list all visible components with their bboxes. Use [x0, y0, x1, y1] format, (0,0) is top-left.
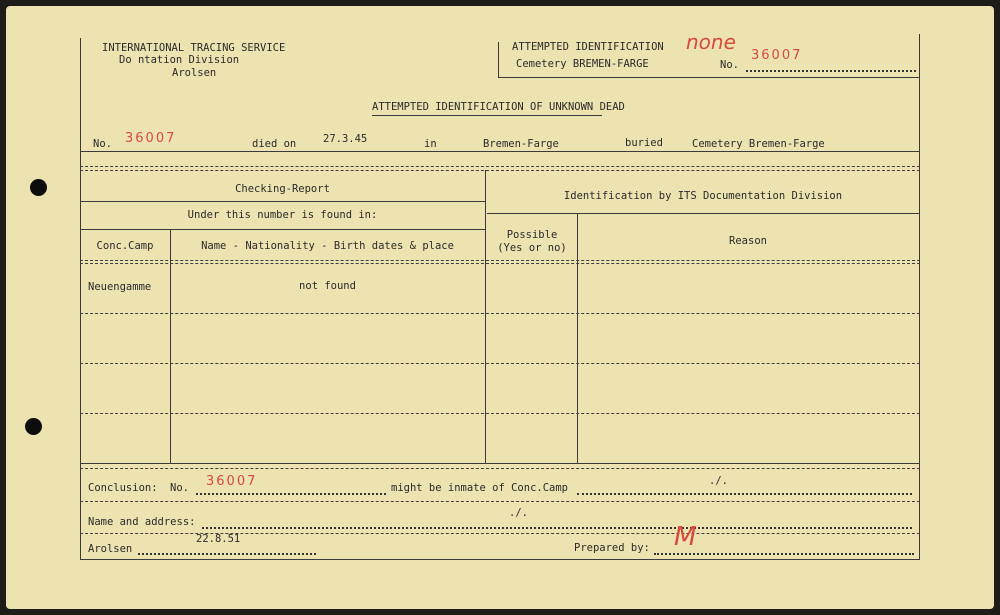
col-possible-header-1: Possible [506, 229, 558, 241]
place-label: Arolsen [88, 543, 133, 555]
col-divider-middle [485, 170, 486, 463]
header-bottom-line-1 [80, 260, 920, 261]
col-possible-header-2: (Yes or no) [497, 242, 567, 254]
checking-title-divider [80, 201, 485, 202]
record-died-value: 27.3.45 [323, 133, 368, 145]
form-title-underline [372, 115, 602, 116]
name-address-label: Name and address: [88, 516, 196, 528]
prepared-by-dots [654, 553, 914, 555]
org-location: Arolsen [172, 67, 217, 79]
header-no-label: No. [720, 59, 739, 71]
header-box-title: ATTEMPTED IDENTIFICATION [512, 41, 664, 53]
conclusion-no-label: No. [170, 482, 189, 494]
frame-right [919, 34, 920, 560]
conclusion-label: Conclusion: [88, 482, 158, 494]
table-top-line-2 [80, 170, 920, 171]
date-dots [138, 553, 316, 555]
col-camp-header: Conc.Camp [96, 240, 154, 252]
record-no-label: No. [93, 138, 112, 150]
row-1-name: not found [299, 280, 356, 292]
date-value: 22.8.51 [196, 533, 241, 545]
identification-title-divider [487, 213, 919, 214]
conclusion-inmate-value: ./. [709, 475, 728, 487]
record-buried-value: Cemetery Bremen-Farge [692, 138, 825, 150]
col-divider-possible [577, 213, 578, 463]
conclusion-top-line [80, 468, 920, 469]
name-address-value: ./. [509, 507, 528, 519]
checking-subtitle: Under this number is found in: [187, 209, 378, 221]
header-cemetery: Cemetery BREMEN-FARGE [516, 58, 649, 70]
frame-left [80, 38, 81, 560]
table-bottom-line [80, 463, 920, 464]
org-name: INTERNATIONAL TRACING SERVICE [102, 42, 286, 54]
punch-hole-bottom [25, 418, 42, 435]
identification-title: Identification by ITS Documentation Division [563, 190, 843, 202]
org-division: Do ntation Division [119, 54, 240, 66]
row-divider-3 [80, 413, 920, 414]
row-divider-2 [80, 363, 920, 364]
record-no-value: 36007 [125, 131, 177, 146]
conclusion-inmate-dots [577, 493, 912, 495]
conclusion-no-value: 36007 [206, 474, 258, 489]
header-bottom-line-2 [80, 263, 920, 264]
conclusion-no-dots [196, 493, 386, 495]
record-buried-label: buried [625, 137, 663, 149]
form-title: ATTEMPTED IDENTIFICATION OF UNKNOWN DEAD [372, 101, 625, 113]
row-1-camp: Neuengamme [88, 281, 152, 293]
record-in-value: Bremen-Farge [483, 138, 559, 150]
conclusion-divider-1 [80, 501, 920, 502]
prepared-by-label: Prepared by: [574, 542, 650, 554]
header-no-value: 36007 [751, 48, 803, 63]
punch-hole-top [30, 179, 47, 196]
col-reason-header: Reason [729, 235, 767, 247]
header-no-dots [746, 70, 916, 72]
header-box-left-border [498, 42, 499, 78]
index-card [6, 6, 994, 609]
header-box-bottom-border [498, 77, 920, 78]
col-name-header: Name - Nationality - Birth dates & place [201, 240, 454, 252]
record-in-label: in [424, 138, 437, 150]
table-top-line-1 [80, 166, 920, 167]
row-divider-1 [80, 313, 920, 314]
record-underline [80, 151, 920, 152]
handwritten-none: none [686, 30, 736, 54]
name-address-dots [202, 527, 912, 529]
checking-subtitle-divider [80, 229, 485, 230]
checking-title: Checking-Report [235, 183, 330, 195]
prepared-by-signature: M [674, 522, 697, 552]
record-died-label: died on [252, 138, 297, 150]
frame-bottom [80, 559, 920, 560]
conclusion-inmate-label: might be inmate of Conc.Camp [391, 482, 569, 494]
col-divider-camp [170, 229, 171, 463]
